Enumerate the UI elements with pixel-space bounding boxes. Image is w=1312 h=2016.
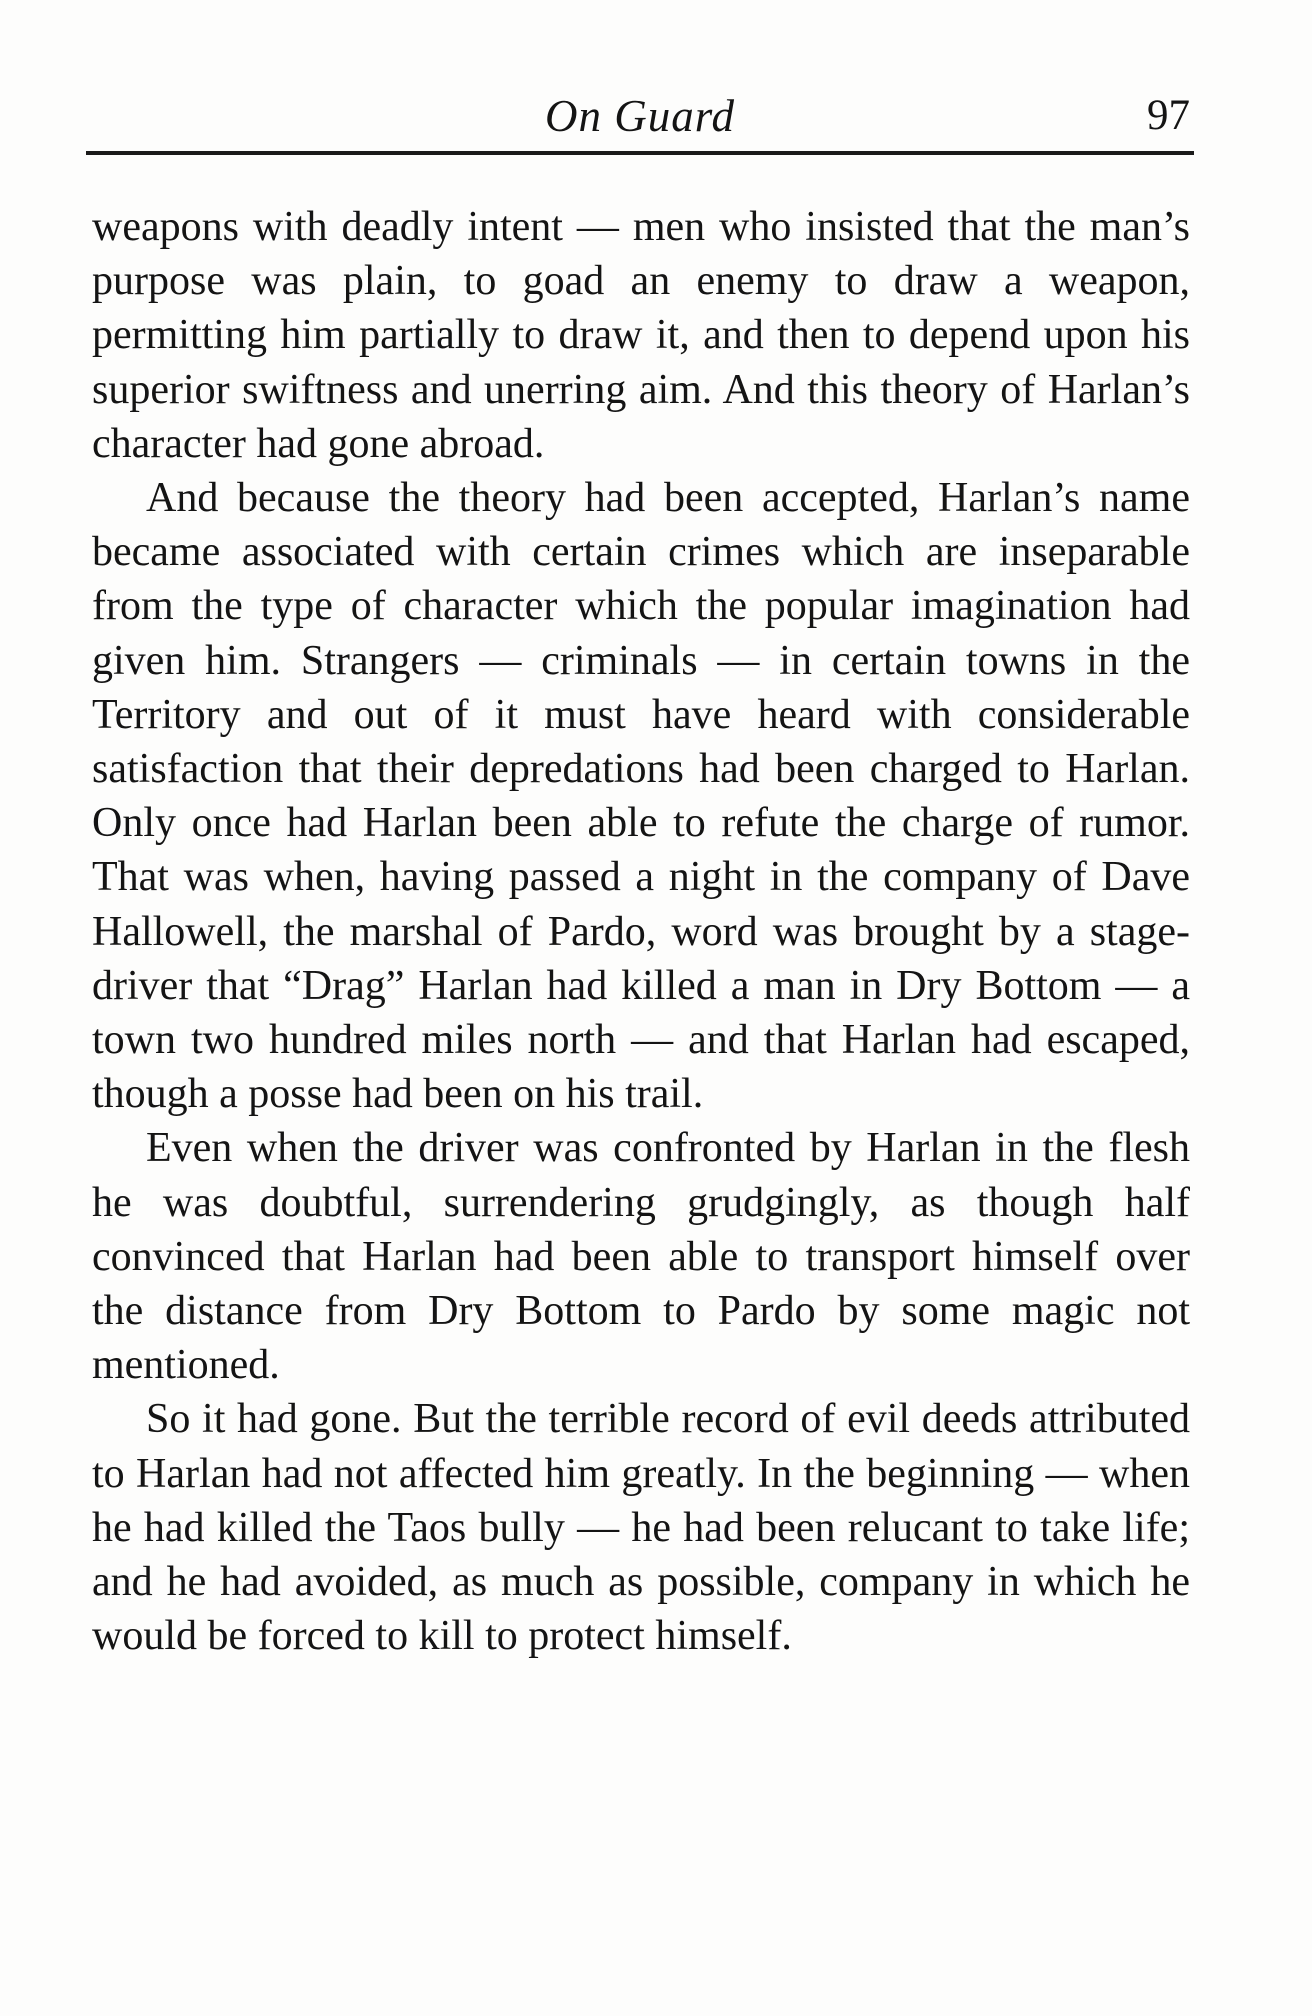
paragraph-4: So it had gone. But the terrible record of evil deeds attributed to Harlan had not affected him greatly. In the beginning — when he had killed the Taos bully — he had been relucant to take life; and he had avoided, as much as possible, company in which he would be forced to kill to protect himself.	[92, 1396, 1190, 1660]
paragraph-1: weapons with deadly intent — men who insisted that the man’s purpose was plain, to goad an enemy to draw a weapon, permitting him partially to draw it, and then to depend upon his superior swiftness and unerring aim. And this theory of Harlan’s character had gone abroad.	[92, 204, 1190, 467]
paragraph-3: Even when the driver was confronted by Harlan in the flesh he was doubtful, surrendering grudgingly, as though half convinced that Harlan had been able to transport himself over the distance from Dry Bottom to Pardo by some magic not mentioned.	[92, 1125, 1190, 1389]
body-text	[92, 200, 1190, 1663]
header-rule	[86, 151, 1194, 155]
paragraph-2: And because the theory had been accepted, Harlan’s name became associated with certain crimes which are inseparable from the type of character which the popular imagination had given him. Strangers — criminals — in certain towns in the Territory and out of it must have heard with considerable satisfaction that their depredations had been charged to Harlan. Only once had Harlan been able to refute the charge of rumor. That was when, having passed a night in the company of Dave Hallowell, the marshal of Pardo, word was brought by a stage-driver that “Drag” Harlan had killed a man in Dry Bottom — a town two hundred miles north — and that Harlan had escaped, though a posse had been on his trail.	[92, 475, 1190, 1118]
running-title: On Guard	[544, 91, 736, 141]
page-header	[88, 86, 1192, 146]
page-number: 97	[1147, 92, 1190, 139]
